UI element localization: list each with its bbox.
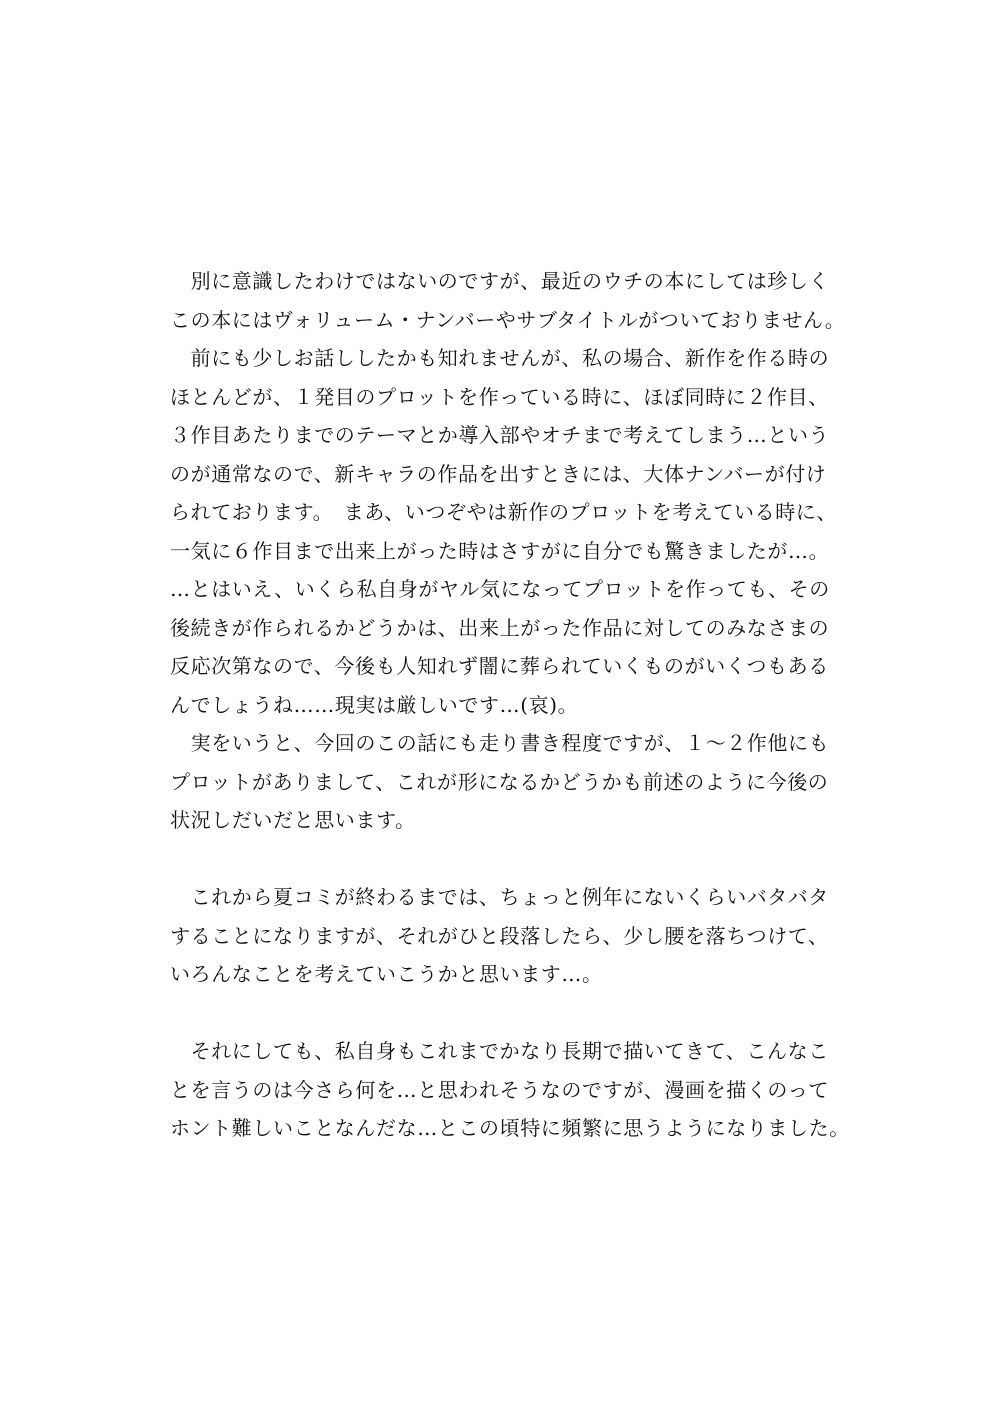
text-line: 後続きが作られるかどうかは、出来上がった作品に対してのみなさまの: [170, 615, 830, 640]
text-line: ３作目あたりまでのテーマとか導入部やオチまで考えてしまう…という: [170, 423, 830, 447]
text-line: のが通常なので、新キャラの作品を出すときには、大体ナンバーが付け: [170, 461, 827, 486]
text-line: んでしょうね……現実は厳しいです…(哀)。: [170, 692, 579, 717]
text-line: 一気に６作目まで出来上がった時はさすがに自分でも驚きましたが…。: [170, 538, 830, 563]
text-line: これから夏コミが終わるまでは、ちょっと例年にないくらいバタバタ: [170, 885, 829, 909]
text-line: この本にはヴォリューム・ナンバーやサブタイトルがついておりません。: [170, 307, 846, 332]
afterword-text: [170, 262, 850, 1148]
text-line: 別に意識したわけではないのですが、最近のウチの本にしては珍しく: [170, 269, 830, 293]
text-line: プロットがありまして、これが形になるかどうかも前述のように今後の: [170, 769, 829, 794]
text-line: ほとんどが、１発目のプロットを作っている時に、ほぼ同時に２作目、: [170, 384, 829, 409]
text-line: することになりますが、それがひと段落したら、少し腰を落ちつけて、: [170, 923, 829, 948]
text-line: 状況しだいだと思います。: [170, 808, 416, 832]
text-line: それにしても、私自身もこれまでかなり長期で描いてきて、こんなこ: [170, 1039, 829, 1063]
text-line: いろんなことを考えていこうかと思います…。: [170, 962, 603, 986]
text-line: 前にも少しお話ししたかも知れませんが、私の場合、新作を作る時の: [170, 346, 830, 370]
text-line: 実をいうと、今回のこの話にも走り書き程度ですが、１～２作他にも: [170, 731, 830, 755]
paragraph-gap: [170, 994, 850, 1033]
text-line: …とはいえ、いくら私自身がヤル気になってプロットを作っても、その: [170, 577, 830, 601]
text-line: 反応次第なので、今後も人知れず闇に葬られていくものがいくつもある: [170, 654, 829, 678]
paragraph-gap: [170, 840, 850, 879]
text-line: ホント難しいことなんだな…とこの頃特に頻繁に思うようになりました。: [170, 1116, 850, 1140]
text-line: られております。 まあ、いつぞやは新作のプロットを考えている時に、: [170, 500, 837, 524]
text-line: とを言うのは今さら何を…と思われそうなのですが、漫画を描くのって: [170, 1077, 829, 1102]
